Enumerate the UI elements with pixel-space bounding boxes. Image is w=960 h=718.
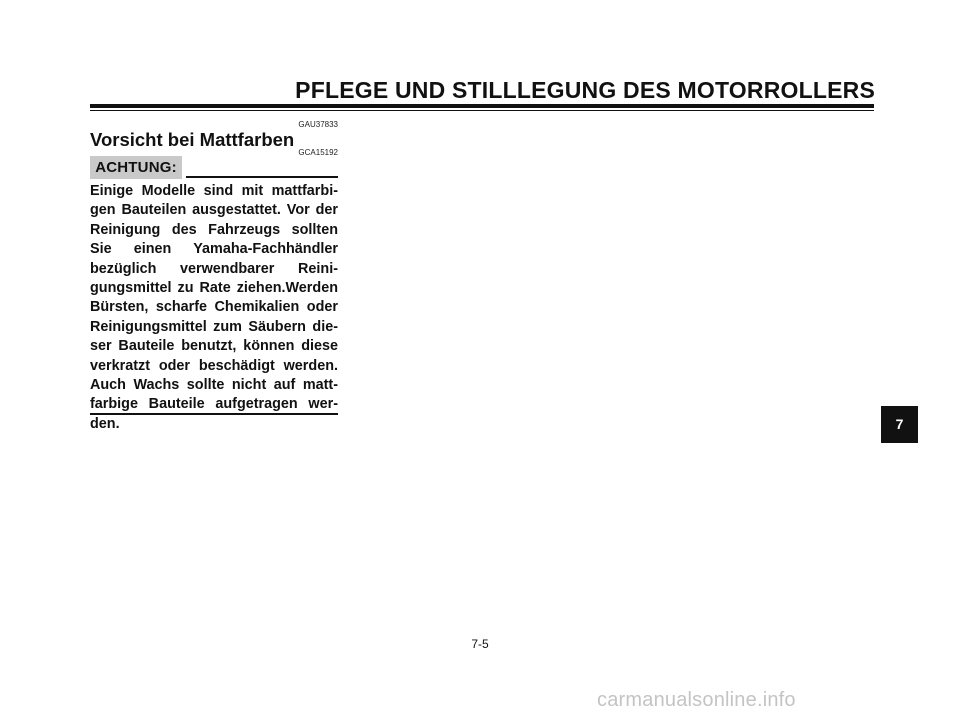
section-code: GAU37833: [298, 120, 338, 129]
section-title: Vorsicht bei Mattfarben: [90, 129, 295, 150]
header-rule-thick: [90, 104, 874, 108]
caution-line: Reinigung des Fahrzeugs sollten: [90, 221, 338, 238]
caution-line: Bürsten, scharfe Chemikalien oder: [90, 299, 338, 316]
caution-code: GCA15192: [298, 148, 338, 157]
caution-line: Auch Wachs sollte nicht auf matt-: [90, 377, 338, 394]
chapter-title: PFLEGE UND STILLLEGUNG DES MOTORROLLERS: [295, 77, 875, 103]
caution-label: ACHTUNG:: [90, 156, 182, 179]
caution-line: bezüglich verwendbarer Reini-: [90, 260, 338, 277]
caution-end-rule: [90, 413, 338, 415]
header-rule-thin: [90, 110, 874, 111]
caution-body: [90, 182, 338, 434]
page-number: 7-5: [471, 637, 489, 651]
caution-line: Reinigungsmittel zum Säubern die-: [90, 318, 338, 335]
caution-line: gen Bauteilen ausgestattet. Vor der: [90, 202, 338, 219]
chapter-tab: 7: [881, 406, 918, 443]
caution-line: ser Bauteile benutzt, können diese: [90, 338, 338, 355]
caution-line: farbige Bauteile aufgetragen wer-: [90, 396, 338, 413]
caution-line: Sie einen Yamaha-Fachhändler: [90, 241, 338, 258]
caution-line: gungsmittel zu Rate ziehen.Werden: [90, 280, 338, 297]
caution-line: Einige Modelle sind mit mattfarbi-: [90, 183, 338, 199]
watermark: carmanualsonline.info: [597, 689, 796, 711]
caution-line: den.: [90, 415, 120, 432]
caution-line: verkratzt oder beschädigt werden.: [90, 357, 338, 374]
caution-top-line: [186, 176, 338, 178]
